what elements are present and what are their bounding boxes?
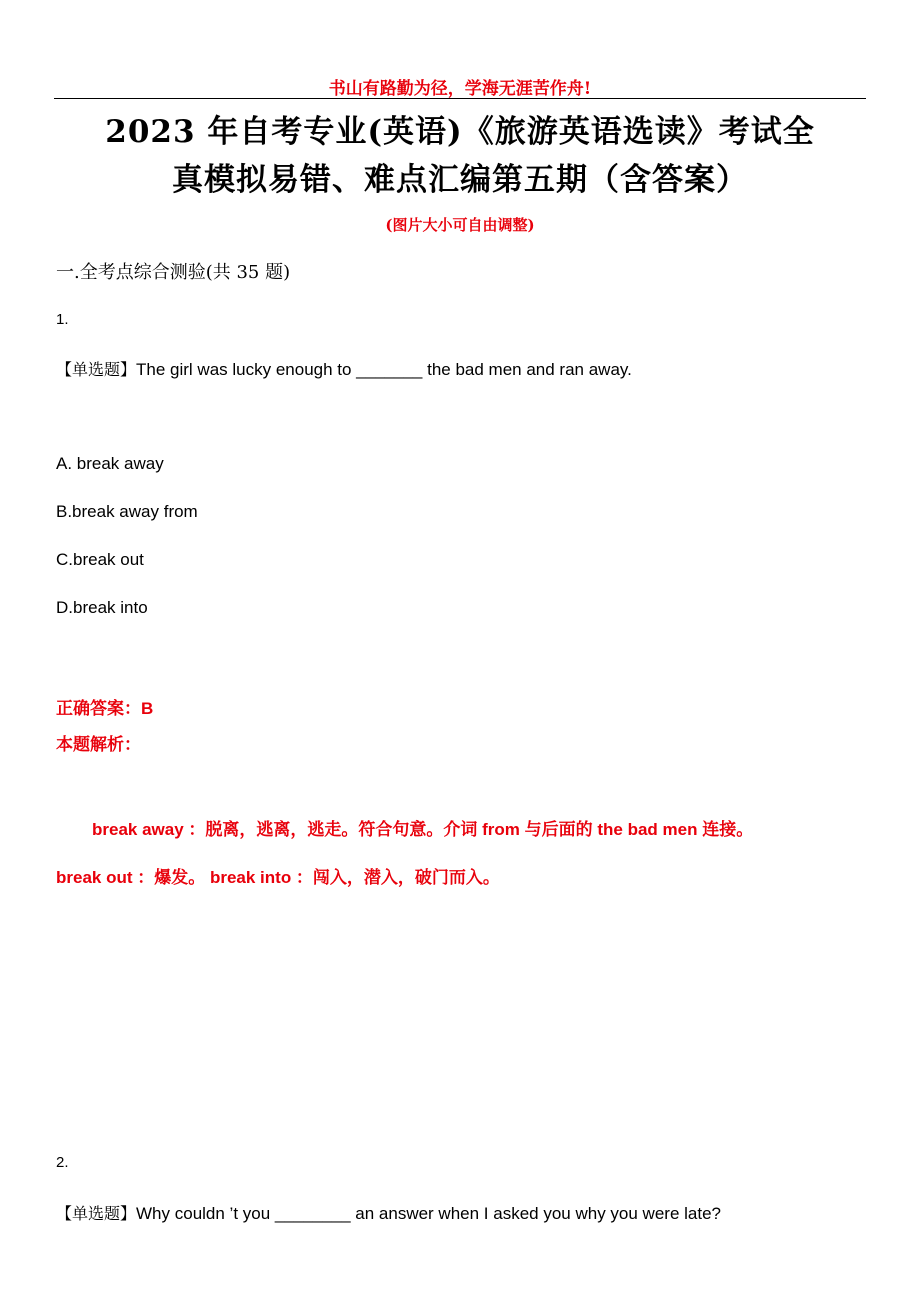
question-2-stem-text: Why couldn ’t you ________ an answer when I asked you why you were late? <box>136 1204 721 1223</box>
question-1-stem-text: The girl was lucky enough to _______ the bad men and ran away. <box>136 360 632 379</box>
question-1-option-a: A. break away <box>56 454 164 473</box>
question-1-analysis-label: 本题解析： <box>56 735 141 754</box>
page-title-line1: 2023 年自考专业(英语)《旅游英语选读》考试全 <box>105 114 815 150</box>
page-title-line2: 真模拟易错、难点汇编第五期（含答案） <box>172 162 748 198</box>
question-2-number: 2. <box>56 1154 69 1171</box>
question-2-type-tag: 【单选题】 <box>56 1204 137 1223</box>
question-1-type-tag: 【单选题】 <box>56 360 137 379</box>
question-2-stem <box>56 1201 721 1224</box>
question-1-answer <box>56 694 153 719</box>
question-1-number: 1. <box>56 311 69 328</box>
question-1-option-b: B.break away from <box>56 502 198 521</box>
header-motto: 书山有路勤为径，学海无涯苦作舟! <box>328 79 592 99</box>
image-resize-note: (图片大小可自由调整) <box>385 216 535 234</box>
answer-value: B <box>141 699 154 718</box>
question-1-explanation-line1: break away ：脱离，逃离，逃走。符合句意。介词 from 与后面的 the bad men 连接。 <box>92 820 754 839</box>
question-1-explanation-line2: break out ：爆发。 break into ：闯入，潜入，破门而入。 <box>56 868 500 887</box>
header-divider <box>54 98 866 99</box>
question-1-option-c: C.break out <box>56 550 144 569</box>
section-heading: 一.全考点综合测验(共 35 题) <box>56 262 291 283</box>
question-1-stem <box>56 357 632 380</box>
answer-label: 正确答案： <box>56 699 141 718</box>
question-1-option-d: D.break into <box>56 598 148 617</box>
